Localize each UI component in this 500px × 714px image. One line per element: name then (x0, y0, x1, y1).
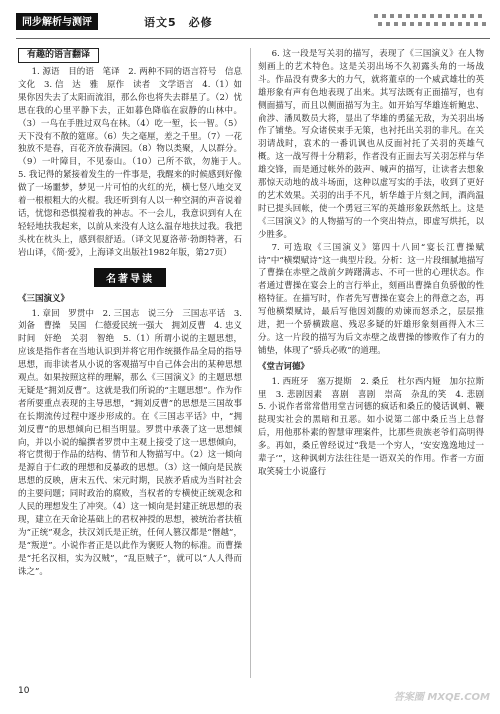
guide-heading (18, 268, 242, 287)
watermark: 答案圈 MXQE.COM (393, 692, 490, 703)
section-title-translation: 有趣的语言翻译 (18, 48, 99, 63)
sanguo-title: 《三国演义》 (18, 293, 70, 304)
left-column (18, 48, 251, 579)
sanguo-answer: 1. 章回 罗贯中 2. 三国志 说三分 三国志平话 3. 刘备 曹操 吴国 仁德爱民统一强大 拥刘反曹 4. 忠义 时间 奸绝 关羽 智绝 5.（1）所谓小说的主题思想，应该是指作者在当地认识到并将它用作统摄作品全局的指导思想，而非读者从小说的客观描写中自己体会出的某种思想观点。如果按照这样的理解，那么《三国演义》的主题思想无疑是“拥刘反曹”。这就是我们所说的“主题思想”。作为作者所要重点表现的主导思想，“拥刘反曹”的思想是三国故事在长期流传过程中逐步形成的。在《三国志平话》中，“拥刘反曹”的思想倾向已相当明显。罗贯中承袭了这一思想倾向，并以小说的编撰者罗贯中主观上接受了这一思想倾向，将它贯彻于作品的结构、情节和人物描写中。（2）这一倾向是源自于仁政的理想和反暴政的思想。（3）这一倾向是民族思想的反映，唐末五代、宋元时期，民族矛盾成为当时社会的主要问题；同时政治的腐败，当权者的专横使正统观念和人民的理想发生了冲突。（4）这一倾向是封建正统思想的表现，建立在天命论基础上的君权神授的思想，被统治者扶植为“正统”观念，扶汉刘氏是正统，任何人篡汉都是“僭越”，是“叛逆”。小说作者正是以此作为褒贬人物的标准。而曹操是“托名汉相，实为汉贼”，“乱臣贼子”，就可以“人人得而诛之”。 (18, 308, 251, 577)
header-pattern-icon (370, 10, 490, 34)
translation-answer: 1. 源语 目的语 笔译 2. 两种不同的语言符号 信息 文化 3. 信 达 雅 原作 读者 文学语言 4.（1）如果你因失去了太阳而流泪，那么你也将失去群星了。（2）忧思在我的心里平静下去，正如暮色降临在寂静的山林中。（3）一鸟在手胜过双鸟在林。（4）吃一堑，长一智。（5）天下没有不散的筵席。（6）失之毫厘，差之千里。（7）一花独放不是春，百花齐放春满园。（8）物以类聚，人以群分。（9）一叶障目，不见泰山。（10）己所不欲，勿施于人。 5. 我记得的紧接着发生的一件事是，我醒来的时候感到好像做了一场噩梦，梦见一片可怕的火红的光，横七竖八地交叉着一根根粗大的火棍。我还听到有人以一种空洞的声音说着话，忧惚和恐惧搅着我的神志。不一会儿，我意识到有人在轻轻地扶我起来，以前从来没有人这么温存地扶过我。我把头枕在枕头上，感到很舒适。（译文见夏洛蒂·勃朗特著，石岩山译，《简·爱》，上海译文出版社1982年版，第27页） (18, 67, 251, 258)
page-header (16, 10, 490, 34)
sanguo-answer-7: 7. 可选取《三国演义》第四十八回“宴长江曹操赋诗”中“横槊赋诗”这一典型片段。分析：这一片段细腻地描写了曹操在赤壁之战前夕踌躇满志、不可一世的心理状态。作者通过曹操在宴会上的言行举止，刻画出曹操自负骄傲的性格特征。在描写时，作者先写曹操在宴会上的得意之态，再写他横槊赋诗，最后写他因刘馥的劝谏而怒杀之，层层推进，把一个骄横跋扈、残忍多疑的奸雄形象刻画得入木三分。这一片段的描写为后文赤壁之战曹操的惨败作了有力的铺垫，体现了“骄兵必败”的道理。 (258, 242, 484, 356)
series-badge: 同步解析与测评 (16, 13, 98, 30)
book-subtitle: 语文5 必修 (144, 16, 213, 29)
column-divider (250, 48, 251, 678)
guide-heading-label: 名著导读 (94, 268, 166, 287)
dong-title: 《堂吉诃德》 (258, 361, 310, 372)
sanguo-answer-continued: 6. 这一段是写关羽的描写，表现了《三国演义》在人物刻画上的艺术特色。这是关羽出场不久初露头角的一场战斗。作品没有费多大的力气，就将董卓的一个威武雄壮的英雄形象有声有色地表现了出来。其写法既有正面描写，也有侧面描写，而且以侧面描写为主。如开始写华雄连斩鲍忠、俞涉、潘凤数员大将，显出了华雄的勇猛无敌，为关羽出场作了铺垫。写众诸侯束手无策，也衬托出关羽的非凡。在关羽请战时，袁术的一番讥讽也从反面衬托了关羽的英雄气概。这一战写得十分精彩，作者没有正面去写关羽怎样与华雄交锋，而是通过帐外的鼓声、喊声的描写，让读者去想象那惊天动地的战斗场面，这种以虚写实的手法，收到了更好的艺术效果。关羽的出手不凡，斩华雄于片刻之间，酒尚温时已提头回帐，使一个勇冠三军的英雄形象跃然纸上。这是《三国演义》的人物描写的一个突出特点，即虚写烘托，以少胜多。 (258, 49, 484, 240)
right-column (258, 48, 493, 479)
header-divider (16, 38, 490, 39)
dong-answer: 1. 西班牙 塞万提斯 2. 桑丘 杜尔西内娅 加尔拉斯里 3. 悲剧因素 喜剧 喜剧 崇高 杂乱的笑 4. 悲剧 5. 小说作者常常借用堂吉诃德的疯话和桑丘的傻话讽刺、鞭挞现实社会的黑暗和丑恶。如小说第二部中桑丘当上总督后，用他那朴素的智慧审理案件，比那些贵族老爷们高明得多。再如，桑丘曾经说过“我是一个穷人，‘安安逸逸地过一辈子’”，这种讽刺方法往往是一语双关的作用。作者一方面取笑骑士小说盛行 (258, 376, 493, 477)
page-number: 10 (18, 686, 30, 696)
